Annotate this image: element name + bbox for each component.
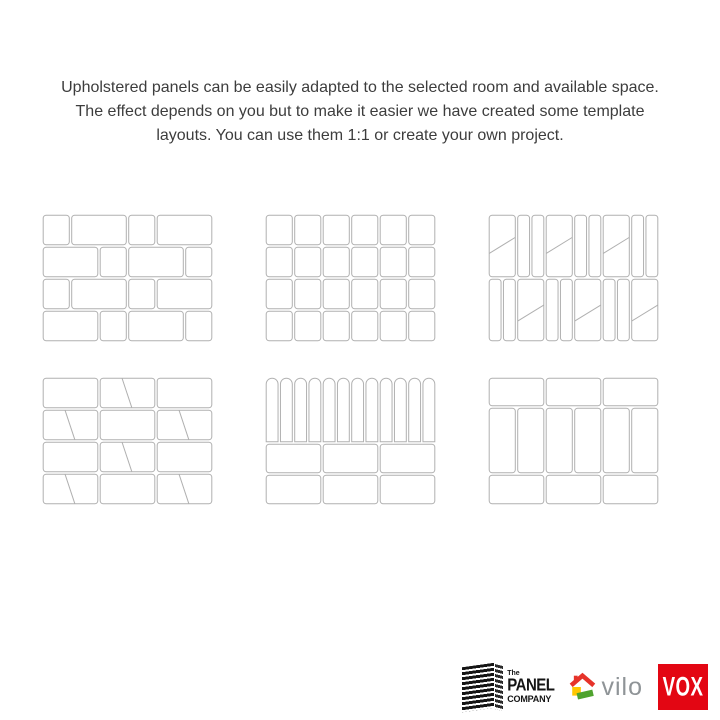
diagram-arched-slats-layout <box>265 377 436 505</box>
diagram-slanted-brick-layout <box>42 377 213 505</box>
vox-wordmark: VOX <box>662 671 704 702</box>
diagram-vertical-strips-diagonal-layout <box>488 214 659 342</box>
panel-company-prefix: The <box>507 670 520 677</box>
vilo-logo <box>569 672 643 702</box>
panel-company-logo <box>462 665 554 710</box>
house-icon <box>569 672 597 702</box>
stacked-panels-icon <box>462 665 503 710</box>
diagram-mixed-orientation-layout <box>488 377 659 505</box>
diagram-uniform-grid-layout <box>265 214 436 342</box>
footer-logos <box>462 664 708 710</box>
diagram-offset-brick-layout <box>42 214 213 342</box>
vox-logo <box>658 664 708 710</box>
layout-templates-grid <box>42 214 659 505</box>
intro-text: Upholstered panels can be easily adapted to the selected room and available space. The effect depends on you but to make it easier we have created some template layouts. You can use them 1:1 or create your own project. <box>61 79 659 144</box>
vilo-wordmark: vilo <box>601 672 643 701</box>
panel-company-line2: COMPANY <box>507 694 552 704</box>
panel-company-wordmark <box>507 670 554 704</box>
panel-company-line1: PANEL <box>507 675 555 696</box>
